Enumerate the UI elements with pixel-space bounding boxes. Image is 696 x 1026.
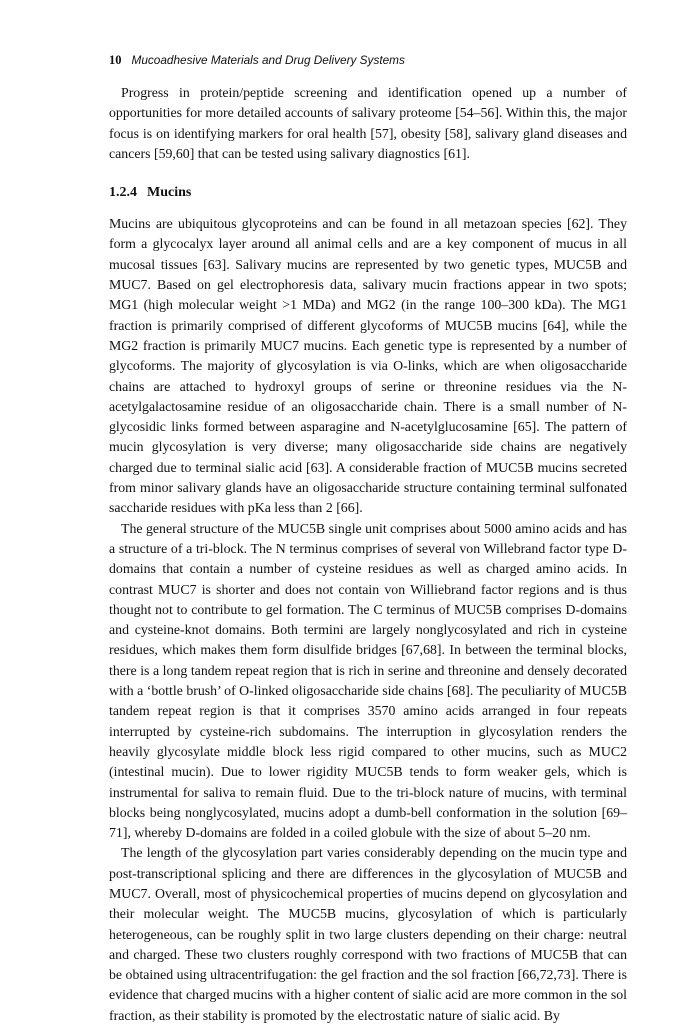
body-paragraph-1: Mucins are ubiquitous glycoproteins and can be found in all metazoan species [62]. They form a glycocalyx layer around all animal cells and are a key component of mucus in all mucosal tissues [63]. Salivary mucins are represented by two genetic types, MUC5B and MUC7. Based on gel electrophoresis data, salivary mucin fractions appear in two spots; MG1 (high molecular weight >1 MDa) and MG2 (in the range 100–300 kDa). The MG1 fraction is primarily comprised of different glycoforms of MUC5B mucins [64], while the MG2 fraction is primarily MUC7 mucins. Each genetic type is represented by a number of glycoforms. The majority of glycosylation is via O-links, which are when oligosaccharide chains are attached to hydroxyl groups of serine or threonine residues via the N-acetylgalactosamine residue of an oligosaccharide chain. There is a small number of N-glycosidic links formed between asparagine and N-acetylglucosamine [65]. The pattern of mucin glycosylation is very diverse; many oligosaccharide side chains are negatively charged due to terminal sialic acid [63]. A considerable fraction of MUC5B mucins secreted from minor salivary glands have an oligosaccharide structure containing terminal sulfonated saccharide residues with pKa less than 2 [66]. [109,216,627,516]
running-head [109,52,627,68]
section-heading [109,183,627,203]
book-title: Mucoadhesive Materials and Drug Delivery Systems [131,53,405,67]
section-number: 1.2.4 [109,185,137,201]
page-content [109,52,627,1026]
page-number: 10 [109,53,122,67]
body-paragraph-2: The general structure of the MUC5B single unit comprises about 5000 amino acids and has a structure of a tri-block. The N terminus comprises of several von Willebrand factor type D-domains that contain a number of cysteine residues as well as charged amino acids. In contrast MUC7 is shorter and does not contain von Williebrand factor regions and is thus thought not to contribute to gel formation. The C terminus of MUC5B comprises D-domains and cysteine-knot domains. Both termini are largely nonglycosylated and rich in cysteine residues, which makes them form disulfide bridges [67,68]. In between the terminal blocks, there is a long tandem repeat region that is rich in serine and threonine and densely decorated with a ‘bottle brush’ of O-linked oligosaccharide side chains [68]. The peculiarity of MUC5B tandem repeat region is that it comprises 3570 amino acids arranged in four repeats interrupted by cysteine-rich subdomains. The interruption in glycosylation renders the heavily glycosylate middle block less rigid compared to other mucins, such as MUC2 (intestinal mucin). Due to lower rigidity MUC5B tends to form weaker gels, which is instrumental for saliva to remain fluid. Due to the tri-block nature of mucins, with terminal blocks being nonglycosylated, mucins adopt a dumb-bell conformation in the solution [69–71], whereby D-domains are folded in a coiled globule with the size of about 5–20 nm. [109,520,627,841]
intro-paragraph: Progress in protein/peptide screening and identification opened up a number of opportunities for more detailed accounts of salivary proteome [54–56]. Within this, the major focus is on identifying markers for oral health [57], obesity [58], salivary gland diseases and cancers [59,60] that can be tested using salivary diagnostics [61]. [109,85,627,161]
body-paragraph-3: The length of the glycosylation part varies considerably depending on the mucin type and post-transcriptional splicing and there are differences in the glycosylation of MUC5B and MUC7. Overall, most of physicochemical properties of mucins depend on glycosylation and their molecular weight. The MUC5B mucins, glycosylation of which is particularly heterogeneous, can be roughly split in two large clusters depending on their charge: neutral and charged. These two clusters roughly correspond with two fractions of MUC5B that can be obtained using ultracentrifugation: the gel fraction and the sol fraction [66,72,73]. There is evidence that charged mucins with a higher content of sialic acid are more common in the sol fraction, as their stability is promoted by the electrostatic nature of sialic acid. By [109,845,627,1023]
section-title: Mucins [147,185,192,201]
